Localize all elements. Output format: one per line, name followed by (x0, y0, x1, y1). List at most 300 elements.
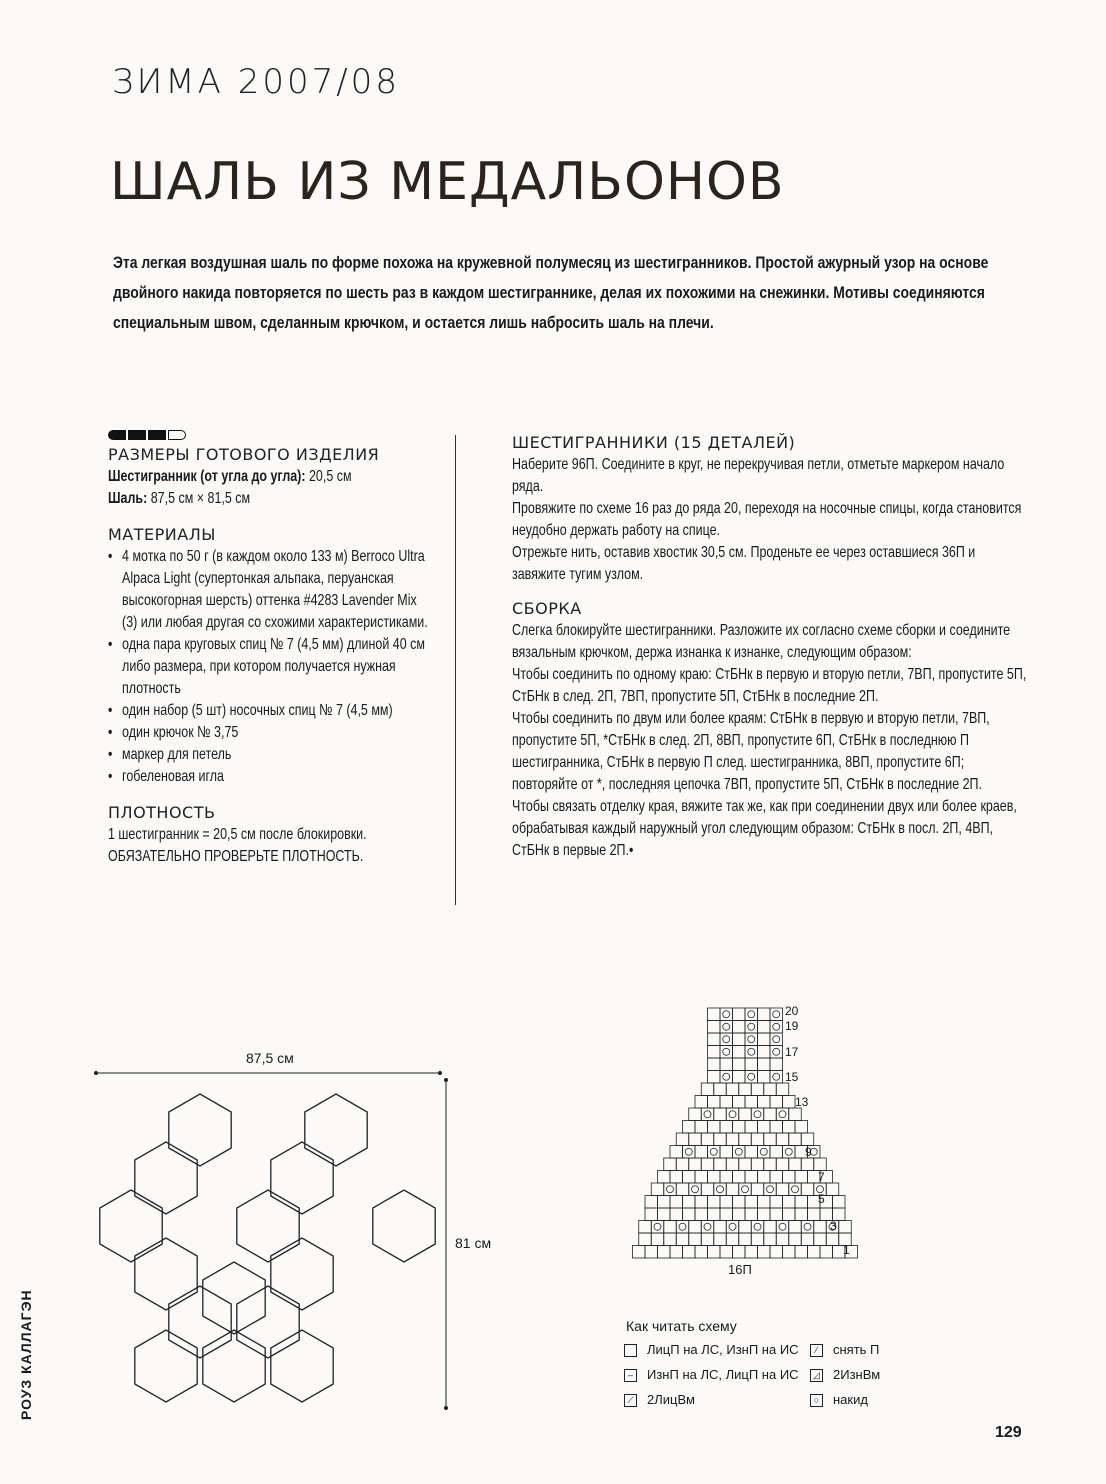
list-item: • один набор (5 шт) носочных спиц № 7 (4,5 мм) (108, 700, 428, 722)
chart-cell (826, 1233, 839, 1246)
chart-cell (708, 1171, 721, 1184)
chart-cell (789, 1221, 802, 1234)
chart-cell (751, 1158, 764, 1171)
hexagon-motif (169, 1094, 231, 1166)
yarnover-mark (735, 1148, 742, 1155)
row-label: 17 (785, 1045, 799, 1059)
intro-paragraph: Эта легкая воздушная шаль по форме похожа на кружевной полумесяц из шестигранников. Простой ажурный узор на основе двойного накида повторяется по шесть раз в каждом шестиграннике, делая их похожими на снежинки. Мотивы соединяются специальным швом, сделанным крючком, и остается лишь набросить шаль на плечи. (113, 253, 989, 332)
chart-cell (708, 1008, 721, 1021)
chart-cell (770, 1146, 783, 1159)
chart-cell (708, 1246, 721, 1259)
chart-cell (720, 1146, 733, 1159)
chart-cell (708, 1021, 721, 1034)
yarnover-mark (723, 1036, 730, 1043)
yarnover-mark (754, 1223, 761, 1230)
chart-cell (739, 1108, 752, 1121)
chart-cell (714, 1158, 727, 1171)
chart-cell (714, 1133, 727, 1146)
chart-cell (751, 1133, 764, 1146)
yarnover-mark (754, 1111, 761, 1118)
hexagon-layout (100, 1094, 435, 1402)
yarnover-mark (723, 1073, 730, 1080)
knit-symbol-icon (624, 1344, 637, 1357)
assembly-paragraph: Чтобы связать отделку края, вяжите так же, как при соединении двух или более краев, обрабатывая каждый наружный угол следующим образом: СтБНк в посл. 2П, 4ВП, СтБНк в первые 2П.• (512, 798, 1017, 859)
chart-cell (795, 1121, 808, 1134)
chart-cell (758, 1171, 771, 1184)
chart-cell (770, 1121, 783, 1134)
chart-cell (833, 1196, 846, 1209)
chart-cell (733, 1021, 746, 1034)
yarnover-mark (685, 1148, 692, 1155)
chart-cell (733, 1121, 746, 1134)
chart-cell (764, 1108, 777, 1121)
list-item: • одна пара круговых спиц № 7 (4,5 мм) длиной 40 см либо размера, при котором получается нужная плотность (108, 634, 428, 700)
chart-cell (676, 1133, 689, 1146)
chart-cell (814, 1221, 827, 1234)
chart-cell (758, 1071, 771, 1084)
chart-cell (801, 1183, 814, 1196)
chart-cell (739, 1158, 752, 1171)
chart-cell (770, 1171, 783, 1184)
chart-cell (720, 1021, 733, 1034)
chart-cell (820, 1246, 833, 1259)
chart-cell (751, 1183, 764, 1196)
chart-cell (676, 1158, 689, 1171)
yarnover-mark (779, 1223, 786, 1230)
yarnover-mark (729, 1223, 736, 1230)
chart-cell (683, 1121, 696, 1134)
hexagon-motif (100, 1190, 162, 1262)
chart-cell (683, 1208, 696, 1221)
assembly-paragraph: Слегка блокируйте шестигранники. Разложите их согласно схеме сборки и соедините вязальным крючком, держа изнанка к изнанке, следующим образом: (512, 622, 1011, 661)
k2tog-symbol-icon: ⟋ (624, 1394, 637, 1407)
chart-cell (770, 1071, 783, 1084)
chart-cell (664, 1158, 677, 1171)
chart-cell (770, 1021, 783, 1034)
season-heading: ЗИМА 2007/08 (112, 62, 400, 102)
hexagon-motif (305, 1094, 367, 1166)
yarnover-mark (748, 1023, 755, 1030)
sizes-title: РАЗМЕРЫ ГОТОВОГО ИЗДЕЛИЯ (108, 445, 380, 464)
chart-cell (733, 1208, 746, 1221)
chart-cell (801, 1233, 814, 1246)
yarnover-mark (748, 1036, 755, 1043)
chart-cell (758, 1021, 771, 1034)
chart-cell (695, 1196, 708, 1209)
yarnover-mark (704, 1223, 711, 1230)
yarnover-mark (717, 1186, 724, 1193)
chart-cell (745, 1121, 758, 1134)
chart-cell (695, 1246, 708, 1259)
chart-cell (733, 1146, 746, 1159)
yarnover-mark (773, 1036, 780, 1043)
chart-cell (770, 1196, 783, 1209)
assembly-title: СБОРКА (512, 599, 582, 618)
legend-item: ⟋ 2ЛицВм (624, 1392, 695, 1407)
chart-cell (733, 1033, 746, 1046)
dim-endpoint (444, 1406, 448, 1410)
hexagon-motif (135, 1142, 197, 1214)
chart-cell (745, 1058, 758, 1071)
chart-cell (789, 1108, 802, 1121)
chart-cell (795, 1208, 808, 1221)
hex-paragraph: Наберите 96П. Соедините в круг, не перекручивая петли, отметьте маркером начало ряда. (512, 456, 1005, 495)
chart-cell (764, 1133, 777, 1146)
chart-cell (695, 1171, 708, 1184)
gauge-title: ПЛОТНОСТЬ (108, 803, 216, 822)
stitch-count-label: 16П (728, 1262, 752, 1277)
chart-cell (683, 1171, 696, 1184)
chart-cell (770, 1033, 783, 1046)
chart-cell (745, 1033, 758, 1046)
row-label: 15 (785, 1070, 799, 1084)
chart-cell (789, 1158, 802, 1171)
right-column (512, 432, 1032, 862)
chart-cell (689, 1108, 702, 1121)
chart-cell (758, 1208, 771, 1221)
size-hex-label: Шестигранник (от угла до угла): (108, 468, 306, 485)
chart-cell (783, 1121, 796, 1134)
chart-cell (683, 1196, 696, 1209)
chart-cell (720, 1071, 733, 1084)
chart-cell (689, 1133, 702, 1146)
chart-cell (720, 1033, 733, 1046)
chart-cell (764, 1083, 777, 1096)
chart-cell (651, 1233, 664, 1246)
chart-cell (783, 1246, 796, 1259)
slip-symbol-icon: ⁄ (810, 1344, 823, 1357)
hexagon-motif (203, 1330, 265, 1402)
chart-cell (664, 1183, 677, 1196)
chart-cell (776, 1183, 789, 1196)
chart-cell (676, 1183, 689, 1196)
chart-cell (733, 1196, 746, 1209)
chart-cell (695, 1096, 708, 1109)
chart-cell (720, 1121, 733, 1134)
yarnover-mark (804, 1223, 811, 1230)
yarnover-mark (692, 1186, 699, 1193)
yarnover-mark (748, 1073, 755, 1080)
p2tog-symbol-icon: ◿ (810, 1369, 823, 1382)
chart-cell (701, 1221, 714, 1234)
row-label: 20 (785, 1004, 799, 1018)
chart-cell (733, 1058, 746, 1071)
chart-cell (758, 1196, 771, 1209)
yarnover-mark (779, 1111, 786, 1118)
chart-cell (639, 1233, 652, 1246)
chart-cell (783, 1171, 796, 1184)
yarnover-mark (748, 1011, 755, 1018)
legend-title: Как читать схему (626, 1318, 737, 1334)
chart-cell (726, 1183, 739, 1196)
chart-cell (714, 1233, 727, 1246)
chart-cell (745, 1171, 758, 1184)
chart-cell (714, 1083, 727, 1096)
yarnover-mark (710, 1148, 717, 1155)
left-column (108, 430, 468, 868)
row-label: 9 (805, 1145, 812, 1159)
yarnover-mark (654, 1223, 661, 1230)
chart-cell (733, 1008, 746, 1021)
chart-cell (826, 1183, 839, 1196)
chart-cell (758, 1033, 771, 1046)
chart-cell (695, 1146, 708, 1159)
chart-cell (695, 1208, 708, 1221)
chart-cell (645, 1196, 658, 1209)
chart-cell (689, 1233, 702, 1246)
chart-cell (726, 1158, 739, 1171)
chart-cell (745, 1008, 758, 1021)
hex-paragraph: Провяжите по схеме 16 раз до ряда 20, переходя на носочные спицы, когда становится неудобно держать работу на спице. (512, 500, 1022, 539)
chart-cell (708, 1071, 721, 1084)
yarnover-mark (785, 1148, 792, 1155)
chart-cell (783, 1096, 796, 1109)
dim-endpoint (94, 1071, 98, 1075)
chart-cell (789, 1133, 802, 1146)
chart-cell (708, 1208, 721, 1221)
chart-cell (708, 1146, 721, 1159)
gauge-warning: ОБЯЗАТЕЛЬНО ПРОВЕРЬТЕ ПЛОТНОСТЬ. (108, 848, 364, 865)
row-label: 13 (795, 1095, 809, 1109)
yarnover-mark (667, 1186, 674, 1193)
chart-cell (758, 1146, 771, 1159)
chart-cell (751, 1108, 764, 1121)
chart-cell (758, 1121, 771, 1134)
chart-cell (670, 1246, 683, 1259)
chart-cell (701, 1158, 714, 1171)
chart-cell (683, 1146, 696, 1159)
chart-cell (708, 1033, 721, 1046)
yarnover-mark (773, 1011, 780, 1018)
chart-cell (726, 1233, 739, 1246)
chart-cell (670, 1208, 683, 1221)
chart-cell (789, 1233, 802, 1246)
chart-cell (776, 1133, 789, 1146)
chart-cell (776, 1233, 789, 1246)
row-label: 7 (818, 1170, 825, 1184)
chart-cell (751, 1083, 764, 1096)
chart-cell (758, 1046, 771, 1059)
assembly-paragraph: Чтобы соединить по одному краю: СтБНк в первую и вторую петли, 7ВП, пропустите 5П, СтБНк в след. 2П, 7ВП, пропустите 5П, СтБНк в последние 2П. (512, 666, 1027, 705)
chart-cell (733, 1171, 746, 1184)
chart-cell (739, 1233, 752, 1246)
hexagon-motif (237, 1190, 299, 1262)
chart-cell (720, 1246, 733, 1259)
chart-cell (651, 1221, 664, 1234)
chart-cell (776, 1158, 789, 1171)
chart-cell (689, 1221, 702, 1234)
row-label: 19 (785, 1019, 799, 1033)
yarnover-mark (748, 1048, 755, 1055)
chart-cell (733, 1046, 746, 1059)
list-item: • один крючок № 3,75 (108, 722, 428, 744)
width-label: 87,5 см (246, 1050, 294, 1066)
page-number: 129 (995, 1424, 1022, 1441)
chart-cell (720, 1046, 733, 1059)
height-label: 81 см (455, 1235, 492, 1251)
size-shawl-label: Шаль: (108, 490, 148, 507)
chart-cell (764, 1221, 777, 1234)
chart-cell (745, 1046, 758, 1059)
chart-cell (701, 1233, 714, 1246)
yarnover-mark (773, 1023, 780, 1030)
row-label: 5 (818, 1192, 825, 1206)
chart-cell (770, 1046, 783, 1059)
hex-paragraph: Отрежьте нить, оставив хвостик 30,5 см. Проденьте ее через оставшиеся 36П и завяжите тугим узлом. (512, 544, 976, 583)
yarnover-symbol-icon: ○ (810, 1394, 823, 1407)
yarnover-mark (679, 1223, 686, 1230)
chart-cell (708, 1196, 721, 1209)
yarnover-mark (704, 1111, 711, 1118)
chart-cell (720, 1058, 733, 1071)
yarnover-mark (723, 1011, 730, 1018)
chart-cell (708, 1121, 721, 1134)
yarnover-mark (742, 1186, 749, 1193)
hexagon-motif (135, 1330, 197, 1402)
chart-cell (689, 1158, 702, 1171)
legend-item: ⁄ снять П (810, 1342, 879, 1357)
yarnover-mark (773, 1048, 780, 1055)
chart-cell (795, 1196, 808, 1209)
chart-cell (720, 1096, 733, 1109)
hexagon-motif (271, 1330, 333, 1402)
chart-cell (645, 1246, 658, 1259)
chart-cell (658, 1171, 671, 1184)
chart-cell (764, 1158, 777, 1171)
chart-cell (770, 1096, 783, 1109)
assembly-diagram (90, 1040, 510, 1420)
chart-cell (758, 1246, 771, 1259)
hexagon-motif (271, 1142, 333, 1214)
chart-cell (639, 1221, 652, 1234)
chart-cell (701, 1183, 714, 1196)
chart-cell (814, 1233, 827, 1246)
legend-item: ЛицП на ЛС, ИзнП на ИС (624, 1342, 799, 1357)
chart-cell (645, 1208, 658, 1221)
chart-cell (783, 1208, 796, 1221)
chart-cell (770, 1058, 783, 1071)
chart-cell (658, 1246, 671, 1259)
column-divider (455, 435, 456, 905)
chart-cell (776, 1108, 789, 1121)
list-item: • гобеленовая игла (108, 766, 428, 788)
chart-cell (720, 1171, 733, 1184)
assembly-paragraph: Чтобы соединить по двум или более краям: СтБНк в первую и вторую петли, 7ВП, пропустите 5П, *СтБНк в след. 2П, 8ВП, пропустите 6П, СтБНк в последнюю П шестигранника, СтБНк в первую П след. шестигранника, 8ВП, пропустите 6П; повторяйте от *, последняя цепочка 7ВП, пропустите 5П, СтБНк в последние 2П. (512, 710, 990, 793)
yarnover-mark (767, 1186, 774, 1193)
hexagon-motif (203, 1262, 265, 1334)
size-shawl-value: 87,5 см × 81,5 см (150, 490, 251, 507)
chart-cell (714, 1221, 727, 1234)
chart-cell (708, 1096, 721, 1109)
hexagon-motif (135, 1238, 197, 1310)
chart-cell (751, 1233, 764, 1246)
chart-cell (770, 1208, 783, 1221)
chart-cell (670, 1146, 683, 1159)
chart-cell (720, 1208, 733, 1221)
legend-item: – ИзнП на ЛС, ЛицП на ИС (624, 1367, 799, 1382)
chart-cell (726, 1221, 739, 1234)
chart-cell (745, 1096, 758, 1109)
chart-cell (714, 1183, 727, 1196)
chart-cell (739, 1221, 752, 1234)
chart-cell (676, 1221, 689, 1234)
purl-symbol-icon: – (624, 1369, 637, 1382)
chart-cell (776, 1221, 789, 1234)
chart-cell (708, 1046, 721, 1059)
chart-grid (633, 1008, 858, 1258)
chart-cell (770, 1246, 783, 1259)
chart-cell (633, 1246, 646, 1259)
chart-cell (789, 1183, 802, 1196)
chart-cell (745, 1021, 758, 1034)
chart-cell (770, 1008, 783, 1021)
chart-cell (664, 1233, 677, 1246)
row-label: 1 (843, 1243, 850, 1257)
yarnover-mark (723, 1023, 730, 1030)
materials-list (108, 546, 428, 788)
chart-cell (758, 1096, 771, 1109)
author-credit: РОУЗ КАЛЛАГЭН (18, 1289, 34, 1420)
chart-cell (689, 1183, 702, 1196)
chart-cell (776, 1083, 789, 1096)
chart-cell (658, 1208, 671, 1221)
chart-cell (733, 1246, 746, 1259)
chart-cell (676, 1233, 689, 1246)
chart-cell (720, 1008, 733, 1021)
skill-level-icon (108, 430, 468, 440)
chart-cell (651, 1183, 664, 1196)
chart-cell (751, 1221, 764, 1234)
yarnover-mark (773, 1073, 780, 1080)
yarnover-mark (792, 1186, 799, 1193)
chart-cell (783, 1146, 796, 1159)
chart-cell (726, 1083, 739, 1096)
chart-cell (801, 1158, 814, 1171)
chart-cell (726, 1108, 739, 1121)
hexagons-title: ШЕСТИГРАННИКИ (15 ДЕТАЛЕЙ) (512, 433, 796, 452)
yarnover-mark (760, 1148, 767, 1155)
chart-cell (664, 1221, 677, 1234)
yarnover-mark (729, 1111, 736, 1118)
hexagon-motif (169, 1286, 231, 1358)
chart-cell (808, 1246, 821, 1259)
chart-cell (758, 1058, 771, 1071)
chart-cell (764, 1233, 777, 1246)
legend-item: ○ накид (810, 1392, 868, 1407)
list-item: • маркер для петель (108, 744, 428, 766)
chart-cell (720, 1196, 733, 1209)
chart-cell (814, 1158, 827, 1171)
chart-cell (701, 1133, 714, 1146)
chart-cell (670, 1196, 683, 1209)
chart-cell (764, 1183, 777, 1196)
dim-endpoint (438, 1071, 442, 1075)
dim-endpoint (444, 1078, 448, 1082)
chart-cell (758, 1008, 771, 1021)
chart-cell (745, 1071, 758, 1084)
chart-cell (733, 1071, 746, 1084)
list-item: • 4 мотка по 50 г (в каждом около 133 м) Berroco Ultra Alpaca Light (супертонкая альпака, перуанская высокогорная шерсть) оттенка #4283 Lavender Mix (3) или любая другая со схожими характеристиками. (108, 546, 428, 634)
chart-cell (801, 1221, 814, 1234)
chart-cell (701, 1108, 714, 1121)
chart-cell (714, 1108, 727, 1121)
chart-cell (683, 1246, 696, 1259)
chart-cell (795, 1171, 808, 1184)
chart-cell (745, 1246, 758, 1259)
chart-cell (658, 1196, 671, 1209)
chart-cell (726, 1133, 739, 1146)
size-hex-value: 20,5 см (308, 468, 352, 485)
